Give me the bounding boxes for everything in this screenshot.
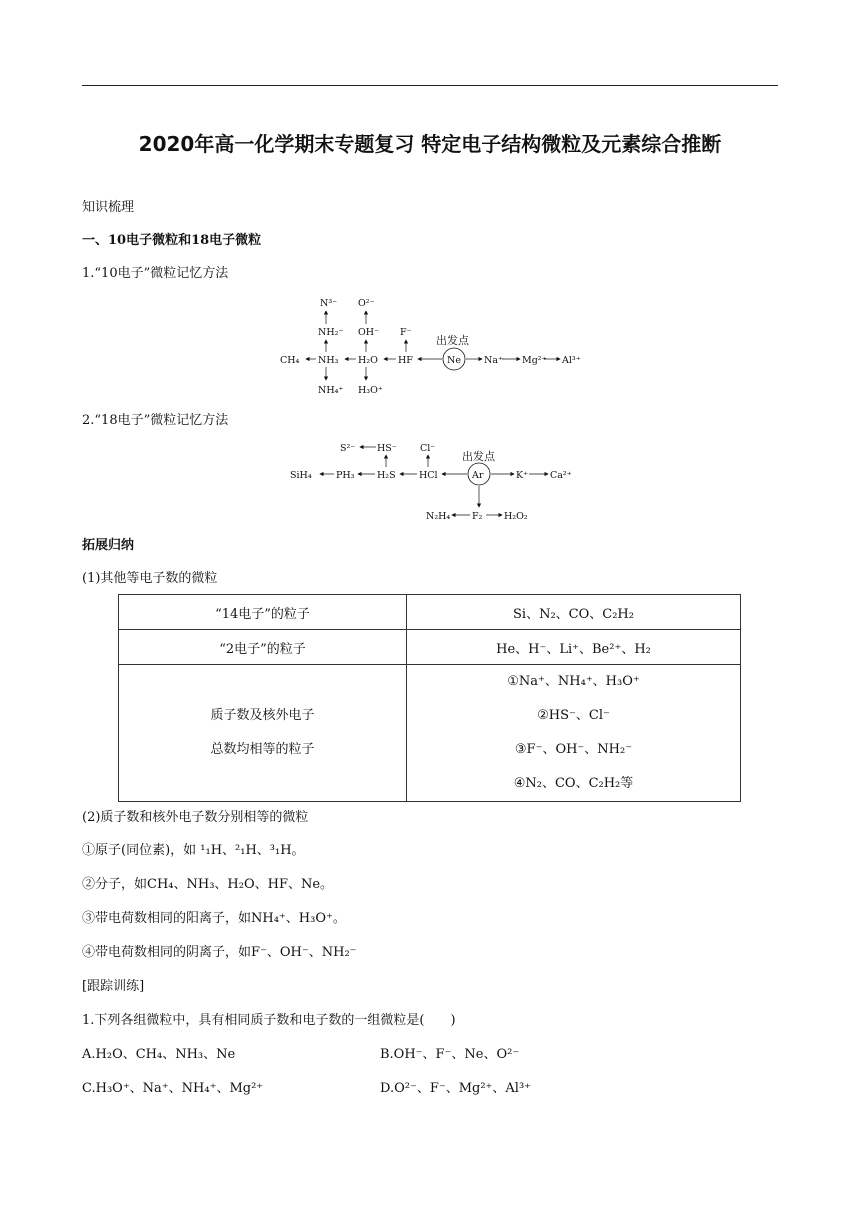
d18-s2minus: S²⁻ — [340, 443, 356, 454]
option-c: C.H₃O⁺、Na⁺、NH₄⁺、Mg²⁺ — [82, 1081, 264, 1096]
table-value-line: ③F⁻、OH⁻、NH₂⁻ — [514, 742, 633, 757]
d10-fminus: F⁻ — [400, 327, 412, 338]
point-3: ③带电荷数相同的阳离子，如NH₄⁺、H₃O⁺。 — [82, 911, 346, 926]
table-row — [119, 665, 741, 802]
table-cell-label — [119, 665, 407, 802]
d18-h2s: H₂S — [377, 470, 396, 481]
d18-kplus: K⁺ — [516, 470, 529, 481]
heading-expand: 拓展归纳 — [82, 538, 135, 553]
item-18-electron: 2.“18电子”微粒记忆方法 — [82, 413, 229, 428]
diagram10-nodes — [280, 298, 581, 396]
d10-ch4: CH₄ — [280, 355, 300, 366]
table-cell-value: Si、N₂、CO、C₂H₂ — [407, 595, 741, 630]
table-cell-label: “14电子”的粒子 — [119, 595, 407, 630]
d18-h2o2: H₂O₂ — [504, 511, 528, 522]
d10-nh4plus: NH₄⁺ — [318, 385, 344, 396]
table-cell-value — [407, 665, 741, 802]
item-10-electron: 1.“10电子”微粒记忆方法 — [82, 266, 229, 281]
d10-naplus: Na⁺ — [484, 355, 503, 366]
question-1: 1.下列各组微粒中，具有相同质子数和电子数的一组微粒是( ) — [82, 1013, 456, 1028]
table-value-line: ①Na⁺、NH₄⁺、H₃O⁺ — [507, 674, 640, 689]
d10-ne: Ne — [447, 355, 461, 366]
point-2: ②分子，如CH₄、NH₃、H₂O、HF、Ne。 — [82, 877, 334, 892]
table-row — [119, 595, 741, 630]
heading-10-18-electron: 一、10电子微粒和18电子微粒 — [82, 233, 262, 248]
d18-arrows — [320, 447, 548, 515]
d18-ar: Ar — [472, 470, 484, 481]
table-label-line: 总数均相等的粒子 — [210, 742, 315, 757]
d10-arrows — [306, 311, 560, 380]
table-row — [119, 630, 741, 665]
d10-start-label: 出发点 — [436, 334, 469, 347]
header-rule — [82, 85, 778, 86]
option-b: B.OH⁻、F⁻、Ne、O²⁻ — [380, 1047, 520, 1062]
d18-start-label: 出发点 — [462, 450, 495, 463]
d18-sih4: SiH₄ — [290, 470, 312, 481]
point-4: ④带电荷数相同的阴离子，如F⁻、OH⁻、NH₂⁻ — [82, 945, 357, 960]
d10-hf: HF — [398, 355, 413, 366]
page-title: 2020年高一化学期末专题复习 特定电子结构微粒及元素综合推断 — [138, 132, 722, 156]
d10-nh3: NH₃ — [318, 355, 339, 366]
d10-n3minus: N³⁻ — [320, 298, 338, 309]
sub-heading-1: (1)其他等电子数的微粒 — [82, 571, 218, 586]
d18-clminus: Cl⁻ — [420, 443, 436, 454]
diagram-10-electron — [270, 292, 600, 400]
option-d: D.O²⁻、F⁻、Mg²⁺、Al³⁺ — [380, 1081, 532, 1096]
d10-mg2plus: Mg²⁺ — [522, 355, 547, 366]
table-value-line: ④N₂、CO、C₂H₂等 — [513, 776, 634, 791]
d18-hcl: HCl — [419, 470, 438, 481]
equal-electron-table — [118, 594, 741, 802]
d10-ohminus: OH⁻ — [358, 327, 380, 338]
point-1: ①原子(同位素)，如 ¹₁H、²₁H、³₁H。 — [82, 843, 305, 858]
d10-al3plus: Al³⁺ — [562, 355, 581, 366]
option-a: A.H₂O、CH₄、NH₃、Ne — [82, 1047, 236, 1062]
d10-h2o: H₂O — [358, 355, 378, 366]
table-value-line: ②HS⁻、Cl⁻ — [537, 708, 610, 723]
d18-ca2plus: Ca²⁺ — [550, 470, 572, 481]
table-label-line: 质子数及核外电子 — [210, 708, 315, 723]
table-cell-value: He、H⁻、Li⁺、Be²⁺、H₂ — [407, 630, 741, 665]
d10-h3oplus: H₃O⁺ — [358, 385, 383, 396]
sub-heading-2: (2)质子数和核外电子数分别相等的微粒 — [82, 810, 309, 825]
section-intro: 知识梳理 — [82, 200, 135, 215]
d18-ph3: PH₃ — [336, 470, 355, 481]
d10-nh2minus: NH₂⁻ — [318, 327, 344, 338]
d10-o2minus: O²⁻ — [358, 298, 375, 309]
d18-f2: F₂ — [472, 511, 483, 522]
diagram-18-electron — [282, 435, 582, 527]
d18-hsminus: HS⁻ — [377, 443, 397, 454]
d18-n2h4: N₂H₄ — [426, 511, 451, 522]
table-cell-label: “2电子”的粒子 — [119, 630, 407, 665]
practice-heading: [跟踪训练] — [82, 979, 145, 994]
